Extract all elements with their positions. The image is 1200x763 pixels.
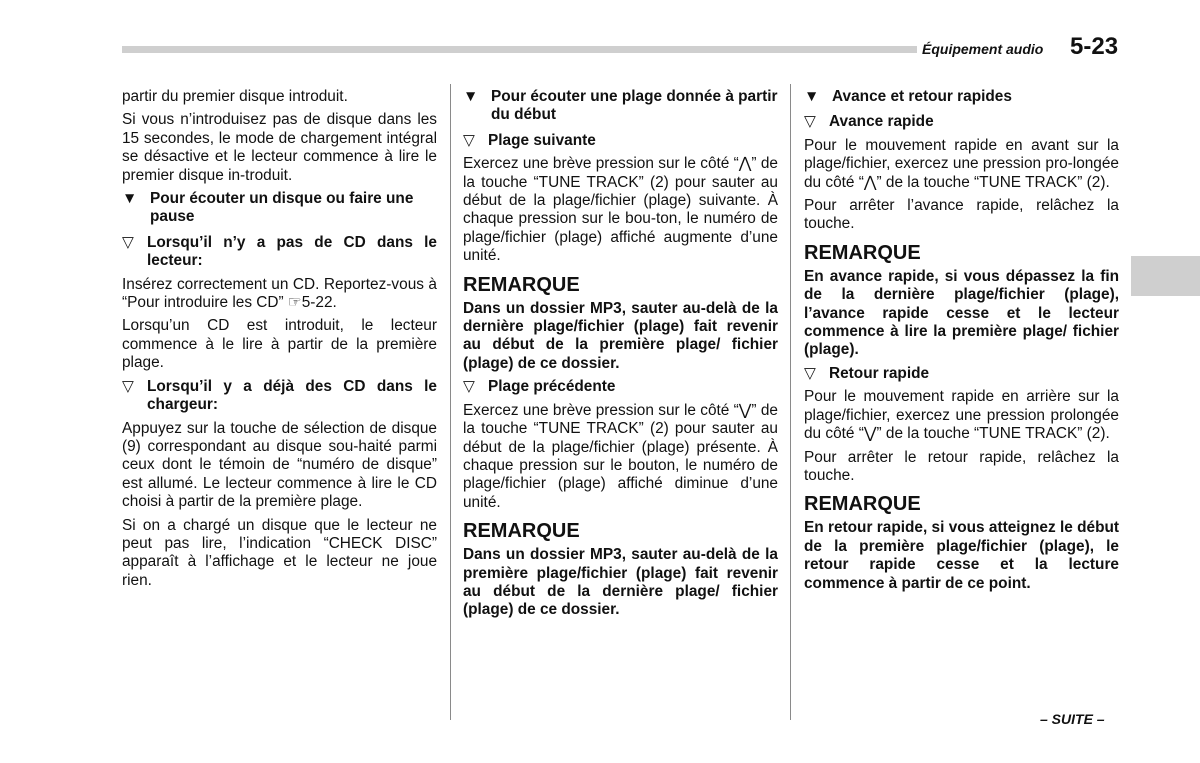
- continued-marker: – SUITE –: [1040, 711, 1105, 727]
- paragraph: Pour le mouvement rapide en arrière sur la plage/fichier, exercez une pression prolongée du côté “⋁” de la touche “TUNE TRACK” (2).: [804, 388, 1119, 443]
- outline-triangle-icon: ▽: [804, 113, 816, 131]
- section-title: Équipement audio: [922, 41, 1044, 57]
- heading-text: Retour rapide: [829, 364, 930, 382]
- remark-text: Dans un dossier MP3, sauter au-delà de la dernière plage/fichier (plage) fait revenir au début de la première plage/ fichier (plage) de ce dossier.: [463, 299, 778, 372]
- paragraph: Exercez une brève pression sur le côté “⋀” de la touche “TUNE TRACK” (2) pour sauter au début de la plage/fichier (plage) suivante. À chaque pression sur le bou-ton, le numéro de plage/fichier (plage) affiché augmente d’une unité.: [463, 155, 778, 265]
- subsection-heading: [804, 113, 1119, 131]
- filled-triangle-icon: ▼: [122, 190, 138, 208]
- paragraph: Pour arrêter le retour rapide, relâchez la touche.: [804, 448, 1119, 484]
- paragraph: partir du premier disque introduit.: [122, 88, 348, 105]
- heading-text: Plage précédente: [488, 378, 616, 396]
- section-heading: [804, 88, 1119, 106]
- heading-text: Pour écouter une plage donnée à partir du début: [491, 88, 778, 124]
- heading-text: Lorsqu’il n’y a pas de CD dans le lecteur:: [147, 233, 437, 270]
- filled-triangle-icon: ▼: [804, 88, 820, 105]
- paragraph: Si on a chargé un disque que le lecteur ne peut pas lire, l’indication “CHECK DISC” apparaît à l’affichage et le lecteur ne joue rien.: [122, 516, 437, 589]
- page-number: 5-23: [1070, 33, 1119, 60]
- remark-heading: REMARQUE: [804, 493, 921, 516]
- column-divider: [790, 84, 791, 720]
- remark-text: En avance rapide, si vous dépassez la fin de la dernière plage/fichier (plage), l’avance rapide cesse et le lecteur commence à lire la première plage/ fichier (plage).: [804, 267, 1119, 359]
- subsection-heading: [122, 234, 437, 271]
- header-rule: [122, 46, 917, 53]
- section-heading: [122, 190, 437, 227]
- paragraph: Appuyez sur la touche de sélection de disque (9) correspondant au disque sou-haité parmi ceux dont le témoin de “numéro de disque” est allumé. Le lecteur commence à lire le CD choisi à partir de la première plage.: [122, 419, 437, 511]
- paragraph: Insérez correctement un CD. Reportez-vous à “Pour introduire les CD” ☞5-22.: [122, 275, 437, 312]
- remark-heading: REMARQUE: [804, 241, 921, 264]
- heading-text: Avance et retour rapides: [832, 88, 1012, 105]
- heading-text: Plage suivante: [488, 131, 596, 149]
- remark-heading: REMARQUE: [463, 273, 580, 296]
- column-divider: [450, 84, 451, 720]
- paragraph: Si vous n’introduisez pas de disque dans les 15 secondes, le mode de chargement intégral se désactive et le lecteur commence à lire le premier disque in-troduit.: [122, 111, 437, 184]
- outline-triangle-icon: ▽: [804, 364, 816, 382]
- paragraph: Pour arrêter l’avance rapide, relâchez la touche.: [804, 197, 1119, 233]
- remark-text: En retour rapide, si vous atteignez le début de la première plage/fichier (plage), le retour rapide cesse et la lecture commence à partir de ce point.: [804, 519, 1119, 592]
- filled-triangle-icon: ▼: [463, 88, 479, 105]
- remark-heading: REMARQUE: [463, 520, 580, 543]
- outline-triangle-icon: ▽: [122, 233, 134, 251]
- outline-triangle-icon: ▽: [463, 378, 475, 396]
- subsection-heading: [463, 378, 778, 396]
- paragraph: Exercez une brève pression sur le côté “⋁” de la touche “TUNE TRACK” (2) pour sauter au début de la plage/fichier (plage) présente. À chaque pression sur le bouton, le numéro de plage/fichier (plage) affiché diminue d’une unité.: [463, 401, 778, 511]
- subsection-heading: [463, 132, 778, 150]
- subsection-heading: [804, 365, 1119, 383]
- chapter-thumb-tab: [1131, 256, 1200, 296]
- heading-text: Avance rapide: [829, 113, 934, 131]
- subsection-heading: [122, 378, 437, 415]
- section-heading: [463, 88, 778, 125]
- column-1: [122, 88, 437, 595]
- paragraph: Pour le mouvement rapide en avant sur la plage/fichier, exercez une pression pro-longée du côté “⋀” de la touche “TUNE TRACK” (2).: [804, 136, 1119, 191]
- paragraph: Lorsqu’un CD est introduit, le lecteur commence à le lire à partir de la première plage.: [122, 317, 437, 372]
- outline-triangle-icon: ▽: [463, 131, 475, 149]
- heading-text: Pour écouter un disque ou faire une pause: [150, 190, 414, 226]
- heading-text: Lorsqu’il y a déjà des CD dans le chargeur:: [147, 377, 437, 414]
- outline-triangle-icon: ▽: [122, 377, 134, 395]
- remark-text: Dans un dossier MP3, sauter au-delà de la première plage/fichier (plage) fait revenir au début de la dernière plage/ fichier (plage) de ce dossier.: [463, 546, 778, 619]
- column-2: [463, 88, 778, 625]
- column-3: [804, 88, 1119, 598]
